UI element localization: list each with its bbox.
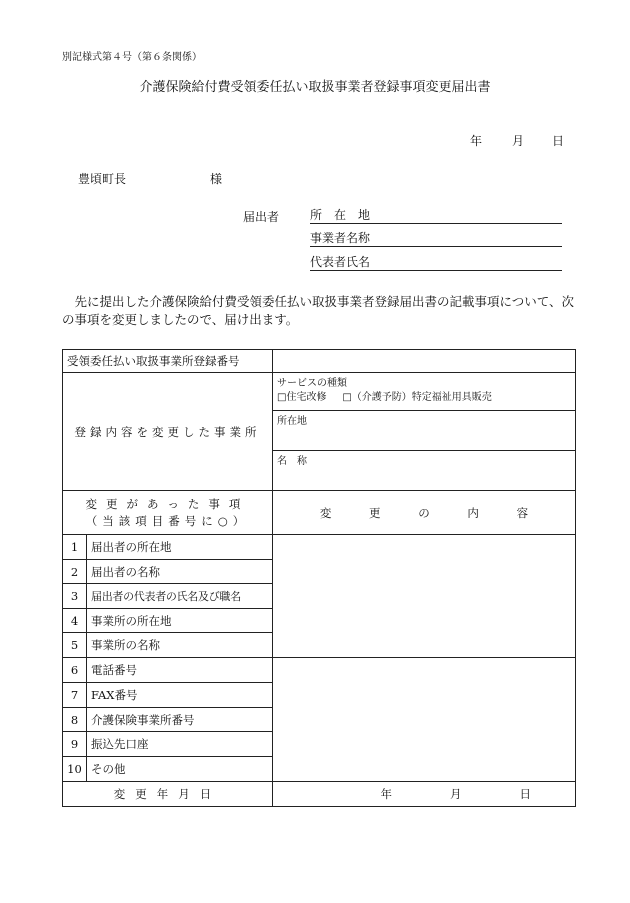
form-title: 介護保険給付費受領委任払い取扱事業者登録事項変更届出書: [139, 80, 491, 95]
change-date-input[interactable]: [273, 782, 576, 807]
office-location-cell[interactable]: [273, 411, 576, 451]
item-label: 届出者の代表者の氏名及び職名: [87, 584, 273, 609]
item-label: 介護保険事業所番号: [87, 708, 273, 732]
service-type-cell: [273, 373, 576, 411]
service-type-row: [63, 373, 576, 411]
date-year-label: 年: [470, 134, 483, 148]
change-content-char: 容: [516, 505, 529, 520]
intro-text: 先に提出した介護保険給付費受領委任払い取扱事業者登録届出書の記載事項について、次の事項を変更しましたので、届け出ます。: [62, 294, 575, 327]
item-row[interactable]: [63, 658, 576, 683]
service-option-welfare-equipment[interactable]: □（介護予防）特定福祉用具販売: [342, 392, 492, 403]
change-date-day-label: 日: [519, 787, 531, 801]
change-content-header: [277, 505, 571, 521]
item-number[interactable]: 10: [63, 757, 87, 782]
office-name-label: 名 称: [277, 456, 307, 467]
item-label: 電話番号: [87, 658, 273, 683]
change-content-char: 変: [319, 505, 332, 520]
item-label: 振込先口座: [87, 732, 273, 757]
registration-number-input[interactable]: [273, 350, 576, 373]
office-name-cell[interactable]: [273, 451, 576, 491]
change-date-month-label: 月: [450, 787, 462, 801]
registration-number-row: [63, 350, 576, 373]
change-content-input-group-2[interactable]: [273, 658, 576, 782]
changed-office-label: 登録内容を変更した事業所: [63, 373, 273, 491]
applicant-representative-field[interactable]: 代表者氏名: [310, 254, 562, 271]
change-date-year-label: 年: [380, 787, 392, 801]
addressee-name: 豊頃町長: [78, 172, 127, 186]
form-number: 別記様式第４号（第６条関係）: [62, 52, 202, 63]
item-number[interactable]: 3: [63, 584, 87, 609]
item-number[interactable]: 8: [63, 708, 87, 732]
item-label: 届出者の名称: [87, 560, 273, 584]
item-label: FAX番号: [87, 683, 273, 708]
change-date-row: [63, 782, 576, 807]
item-number[interactable]: 4: [63, 609, 87, 633]
item-number[interactable]: 5: [63, 633, 87, 658]
change-date-label: 変更年月日: [63, 782, 273, 807]
items-header-row: [63, 491, 576, 535]
date-month-label: 月: [512, 134, 525, 148]
item-label: 届出者の所在地: [87, 535, 273, 560]
item-number[interactable]: 7: [63, 683, 87, 708]
changed-items-header-line2: （当該項目番号に○）: [85, 513, 250, 528]
item-label: その他: [87, 757, 273, 782]
change-notification-table: [62, 349, 576, 807]
applicant-address-field[interactable]: 所 在 地: [310, 207, 562, 224]
change-content-char: 内: [467, 505, 479, 520]
item-number[interactable]: 1: [63, 535, 87, 560]
service-option-home-renovation[interactable]: □住宅改修: [277, 392, 327, 403]
change-content-input-group-1[interactable]: [273, 535, 576, 658]
item-row[interactable]: [63, 535, 576, 560]
item-number[interactable]: 9: [63, 732, 87, 757]
addressee-honorific: 様: [210, 172, 223, 186]
change-content-char: 更: [369, 505, 381, 520]
item-number[interactable]: 2: [63, 560, 87, 584]
applicant-label: 届出者: [243, 210, 280, 224]
applicant-company-field[interactable]: 事業者名称: [310, 230, 562, 247]
change-content-header-cell: [273, 491, 576, 535]
item-label: 事業所の名称: [87, 633, 273, 658]
changed-items-header: [63, 491, 273, 535]
registration-number-label: 受領委任払い取扱事業所登録番号: [63, 350, 273, 373]
change-content-char: の: [418, 505, 430, 520]
item-label: 事業所の所在地: [87, 609, 273, 633]
office-location-label: 所在地: [277, 416, 307, 427]
changed-items-header-line1: 変更があった事項: [85, 496, 250, 511]
service-type-label: サービスの種類: [277, 378, 347, 389]
date-day-label: 日: [552, 134, 565, 148]
item-number[interactable]: 6: [63, 658, 87, 683]
